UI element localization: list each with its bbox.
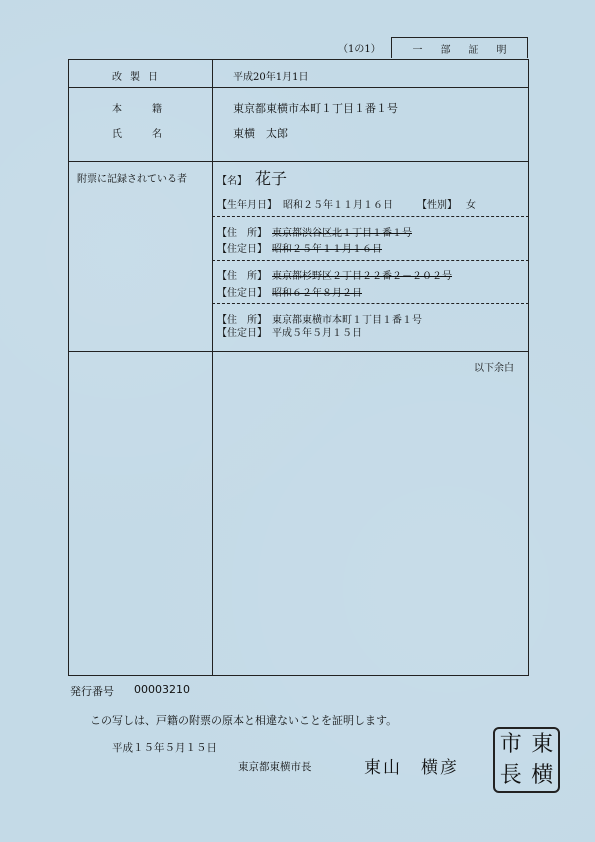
given-name-label: 【名】	[217, 176, 247, 187]
residence-date-value: 平成５年５月１５日	[272, 328, 362, 339]
sex-label: 【性別】	[417, 200, 457, 211]
page-indicator: （1の1）	[338, 44, 381, 55]
certificate-type-box	[391, 37, 528, 58]
birth-date-value: 昭和２５年１１月１６日	[283, 200, 393, 211]
seal-char: 横	[531, 762, 554, 788]
address-label: 【住 所】	[217, 315, 267, 326]
domicile-value: 東京都東横市本町１丁目１番１号	[233, 102, 398, 115]
seal-char: 長	[499, 762, 522, 788]
certification-statement: この写しは、戸籍の附票の原本と相違ないことを証明します。	[90, 714, 398, 727]
row-divider	[68, 87, 529, 88]
seal-char: 市	[499, 731, 522, 757]
name-value: 東横 太郎	[233, 127, 288, 140]
address-value-struck: 東京都杉野区２丁目２２番２－２０２号	[272, 271, 452, 282]
address-value: 東京都東横市本町１丁目１番１号	[272, 315, 422, 326]
official-seal	[493, 727, 560, 793]
issue-number-label: 発行番号	[70, 685, 114, 698]
dashed-divider	[212, 216, 529, 217]
name-label: 氏名	[112, 129, 192, 140]
remainder-note: 以下余白	[474, 363, 514, 374]
dashed-divider	[212, 303, 529, 304]
revision-date-label: 改製日	[112, 72, 166, 83]
sex-value: 女	[466, 200, 476, 211]
address-value-struck: 東京都渋谷区北１丁目１番１号	[272, 228, 412, 239]
dashed-divider	[212, 260, 529, 261]
address-label: 【住 所】	[217, 228, 267, 239]
residence-date-label: 【住定日】	[217, 328, 267, 339]
column-divider	[212, 59, 213, 676]
issuer-name: 東山 横彦	[364, 758, 459, 778]
address-label: 【住 所】	[217, 271, 267, 282]
domicile-label: 本籍	[112, 104, 192, 115]
certificate-type: 一部証明	[412, 44, 525, 56]
row-divider	[68, 161, 529, 162]
residence-date-label: 【住定日】	[217, 288, 267, 299]
revision-date-value: 平成20年1月1日	[233, 72, 309, 83]
issuer-title: 東京都東横市長	[238, 761, 312, 773]
record-table	[68, 59, 529, 676]
birth-date-label: 【生年月日】	[217, 200, 277, 211]
row-divider	[68, 351, 529, 352]
annex-person-label: 附票に記録されている者	[77, 174, 187, 185]
residence-date-value-struck: 昭和６２年８月２日	[272, 288, 362, 299]
issue-number: 00003210	[134, 683, 190, 696]
given-name-value: 花子	[255, 169, 288, 188]
residence-date-label: 【住定日】	[217, 244, 267, 255]
seal-char: 東	[531, 731, 554, 757]
residence-date-value-struck: 昭和２５年１１月１６日	[272, 244, 382, 255]
issue-date: 平成１５年５月１５日	[112, 742, 217, 754]
